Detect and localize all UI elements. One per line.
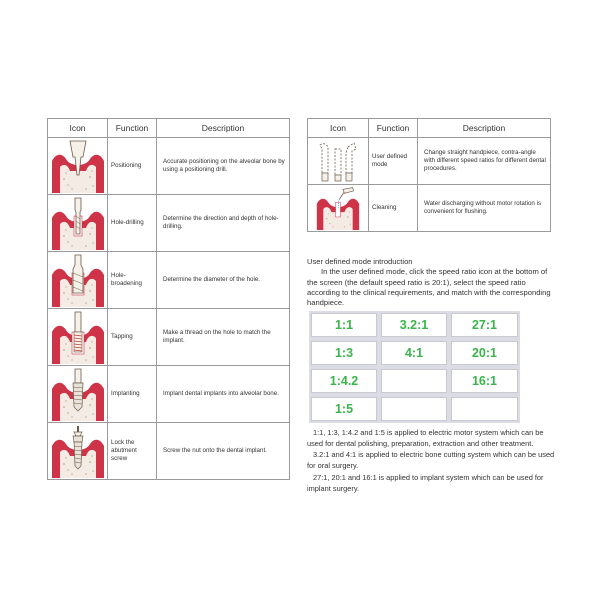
tapping-icon	[48, 309, 108, 366]
function-description: Make a thread on the hole to match the implant.	[157, 309, 290, 366]
function-label: Lock the abutment screw	[108, 423, 157, 480]
function-description: Determine the diameter of the hole.	[157, 252, 290, 309]
function-description: Change straight handpiece, contra-angle with different speed ratios for different dental procedures.	[418, 138, 551, 185]
header-function: Function	[369, 119, 418, 138]
function-description: Determine the direction and depth of hole-drilling.	[157, 195, 290, 252]
table-row	[48, 309, 290, 366]
function-label: Hole-broadening	[108, 252, 157, 309]
function-label: User defined mode	[369, 138, 418, 185]
table-row	[48, 252, 290, 309]
table-row	[48, 138, 290, 195]
note-text: 3.2:1 and 4:1 is applied to electric bone cutting system which can be used for oral surgery.	[307, 450, 555, 471]
speed-ratio-button[interactable]: 1:1	[311, 313, 377, 337]
empty-ratio-cell	[381, 397, 447, 421]
section-heading: User defined mode introduction	[307, 257, 413, 266]
table-row	[308, 138, 551, 185]
speed-ratio-button[interactable]: 3.2:1	[381, 313, 447, 337]
empty-ratio-cell	[451, 397, 518, 421]
function-description: Water discharging without motor rotation is convenient for flushing.	[418, 185, 551, 232]
header-icon: Icon	[48, 119, 108, 138]
positioning-drill-icon	[48, 138, 108, 195]
function-label: Implanting	[108, 366, 157, 423]
function-description: Implant dental implants into alveolar bone.	[157, 366, 290, 423]
abutment-screw-icon	[48, 423, 108, 480]
section-paragraph: In the user defined mode, click the speed ratio icon at the bottom of the screen (the default speed ratio is 20:1), select the speed ratio according to the clinical requirements, and match with the corresponding handpiece.	[307, 267, 551, 307]
table-row	[48, 195, 290, 252]
speed-ratio-notes	[307, 428, 555, 495]
user-defined-mode-section	[307, 257, 552, 308]
note-text: 1:1, 1:3, 1:4.2 and 1:5 is applied to electric motor system which can be used for dental polishing, preparation, extraction and other treatment.	[307, 428, 544, 448]
function-description: Accurate positioning on the alveolar bone by using a positioning drill.	[157, 138, 290, 195]
speed-ratio-button[interactable]: 16:1	[451, 369, 518, 393]
speed-ratio-button[interactable]: 20:1	[451, 341, 518, 365]
table-row	[48, 423, 290, 480]
speed-ratio-button[interactable]: 1:4.2	[311, 369, 377, 393]
table-row	[48, 366, 290, 423]
function-label: Cleaning	[369, 185, 418, 232]
cleaning-icon	[308, 185, 369, 232]
speed-ratio-button[interactable]: 1:3	[311, 341, 377, 365]
empty-ratio-cell	[381, 369, 447, 393]
handpiece-icon	[308, 138, 369, 185]
function-label: Tapping	[108, 309, 157, 366]
left-function-table	[47, 118, 290, 480]
speed-ratio-button[interactable]: 27:1	[451, 313, 518, 337]
speed-ratio-button[interactable]: 4:1	[381, 341, 447, 365]
header-icon: Icon	[308, 119, 369, 138]
right-function-table	[307, 118, 551, 232]
table-row	[308, 185, 551, 232]
function-description: Screw the nut onto the dental implant.	[157, 423, 290, 480]
hole-broadening-icon	[48, 252, 108, 309]
speed-ratio-button[interactable]: 1:5	[311, 397, 377, 421]
header-description: Description	[418, 119, 551, 138]
header-function: Function	[108, 119, 157, 138]
header-description: Description	[157, 119, 290, 138]
note-text: 27:1, 20:1 and 16:1 is applied to implant system which can be used for implant surgery.	[307, 472, 544, 493]
hole-drilling-icon	[48, 195, 108, 252]
implanting-icon	[48, 366, 108, 423]
function-label: Positioning	[108, 138, 157, 195]
function-label: Hole-drilling	[108, 195, 157, 252]
speed-ratio-grid	[309, 311, 520, 423]
